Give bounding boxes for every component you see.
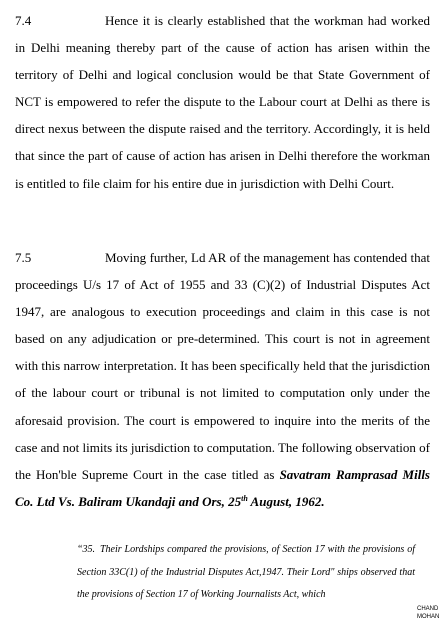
stamp-line-2: MOHAN [417,614,440,620]
quote-text: Their Lordships compared the provisions, of Section 17 with the provisions of Section 33C(1) of the Industrial Disputes Act,1947. Their Lord" ships observed that the provisions of Section 17 of Working Journalists Act, which [77,544,415,601]
paragraph-text: Hence it is clearly established that the workman had worked in Delhi meaning thereby part of the cause of action has arisen within the territory of Delhi and logical conclusion would be that State Government of NCT is empowered to refer the dispute to the Labour court at Delhi as there is direct nexus between the dispute raised and the territory. Accordingly, it is held that since the part of cause of action has arisen in Delhi therefore the workman is entitled to file claim for his entire due in jurisdiction with Delhi Court. [15,13,430,191]
signature-stamp [417,605,439,621]
paragraph-number: 7.4 [15,13,32,28]
case-date: August, 1962. [247,493,325,509]
paragraph-7-5 [15,244,430,515]
paragraph-text: Moving further, Ld AR of the management has contended that proceedings U/s 17 of Act of 1955 and 33 (C)(2) of Industrial Disputes Act 1947, are analogous to execution proceedings and claim in this case is not based on any adjudication or pre-determined. This court is not in agreement with this narrow interpretation. It has been specifically held that the jurisdiction of the labour court or tribunal is not limited to computation only under the aforesaid provision. The court is empowered to inquire into the merits of the case and not limits its jurisdiction to computation. The following observation of the Hon'ble Supreme Court in the case titled as [15,250,430,482]
block-quote [77,539,415,607]
case-date-superscript: th [241,493,248,503]
paragraph-number: 7.5 [15,250,32,265]
paragraph-7-4 [15,7,430,197]
stamp-line-1: CHAND [417,606,439,612]
quote-number: “35. [77,544,96,555]
case-title: Savatram Ramprasad Mills Co. Ltd Vs. Baliram Ukandaji and Ors, 25 [15,466,430,509]
